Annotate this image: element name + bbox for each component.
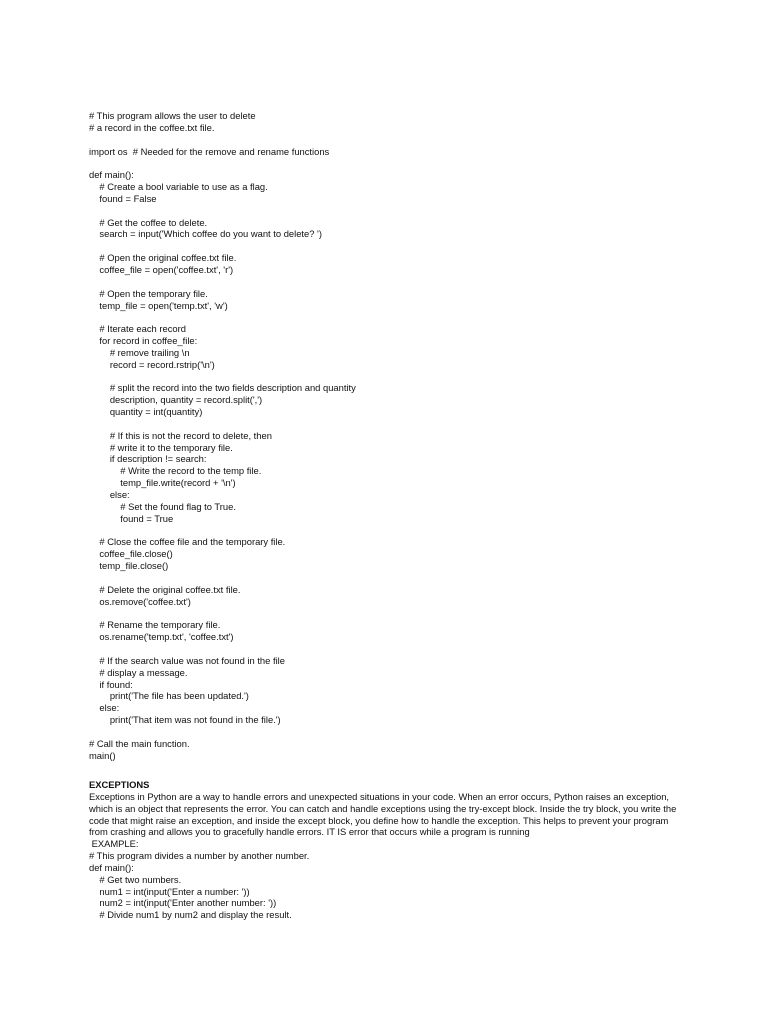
code-line bbox=[89, 525, 709, 537]
code-line: # write it to the temporary file. bbox=[89, 441, 233, 453]
code-line: # Iterate each record bbox=[89, 323, 186, 335]
code-line: if description != search: bbox=[89, 453, 207, 465]
code-line: # Open the temporary file. bbox=[89, 287, 208, 299]
example-code-line: # Divide num1 by num2 and display the result. bbox=[89, 909, 292, 921]
code-line: search = input('Which coffee do you want to delete? ') bbox=[89, 228, 322, 240]
code-line: description, quantity = record.split(',') bbox=[89, 394, 263, 406]
code-line: # Create a bool variable to use as a flag. bbox=[89, 181, 268, 193]
example-code-line: num2 = int(input('Enter another number: ')) bbox=[89, 897, 277, 909]
delete-record-program-code bbox=[89, 110, 709, 761]
example-code-line: num1 = int(input('Enter a number: ')) bbox=[89, 885, 250, 897]
code-line: found = True bbox=[89, 512, 174, 524]
code-line bbox=[89, 276, 709, 288]
code-line: # split the record into the two fields description and quantity bbox=[89, 382, 356, 394]
code-line bbox=[89, 643, 709, 655]
code-line: # remove trailing \n bbox=[89, 346, 190, 358]
example-code-line: def main(): bbox=[89, 861, 134, 873]
example-code-line: # This program divides a number by another number. bbox=[89, 850, 310, 862]
code-line: else: bbox=[89, 702, 120, 714]
code-line bbox=[89, 418, 709, 430]
code-line bbox=[89, 572, 709, 584]
code-line bbox=[89, 240, 709, 252]
code-line: coffee_file = open('coffee.txt', 'r') bbox=[89, 263, 234, 275]
code-line: coffee_file.close() bbox=[89, 548, 173, 560]
code-line bbox=[89, 371, 709, 383]
code-line: # If the search value was not found in the file bbox=[89, 654, 285, 666]
code-line: os.remove('coffee.txt') bbox=[89, 595, 191, 607]
code-line: main() bbox=[89, 749, 116, 761]
code-line: for record in coffee_file: bbox=[89, 335, 198, 347]
exceptions-paragraph: Exceptions in Python are a way to handle errors and unexpected situations in your code. When an error occurs, Python raises an exception, which is an object that represents the error. You can catch and handle exceptions using the try-except block. Inside the try block, you write the code that might raise an exception, and inside the except block, you define how to handle the exception. This helps to prevent your program from crashing and allows you to gracefully handle errors. IT IS error that occurs while a program is running bbox=[89, 790, 677, 838]
code-line: quantity = int(quantity) bbox=[89, 406, 203, 418]
code-line: # This program allows the user to delete bbox=[89, 110, 256, 121]
exceptions-heading: EXCEPTIONS bbox=[89, 779, 150, 790]
code-line: found = False bbox=[89, 192, 157, 204]
example-code-line: # Get two numbers. bbox=[89, 873, 182, 885]
code-line bbox=[89, 311, 709, 323]
code-line: print('That item was not found in the file.') bbox=[89, 714, 281, 726]
example-code bbox=[89, 838, 679, 921]
code-line: # Delete the original coffee.txt file. bbox=[89, 583, 241, 595]
code-line: # Get the coffee to delete. bbox=[89, 216, 208, 228]
code-line: # a record in the coffee.txt file. bbox=[89, 121, 215, 133]
code-line: # Rename the temporary file. bbox=[89, 619, 221, 631]
code-line: os.rename('temp.txt', 'coffee.txt') bbox=[89, 631, 234, 643]
code-line: if found: bbox=[89, 678, 133, 690]
example-code-line: EXAMPLE: bbox=[89, 838, 139, 850]
code-line: record = record.rstrip('\n') bbox=[89, 358, 215, 370]
code-line: temp_file.write(record + '\n') bbox=[89, 477, 236, 489]
code-line: def main(): bbox=[89, 169, 134, 181]
code-line bbox=[89, 607, 709, 619]
code-line: # Open the original coffee.txt file. bbox=[89, 252, 237, 264]
code-line: # Close the coffee file and the temporary file. bbox=[89, 536, 286, 548]
code-line bbox=[89, 726, 709, 738]
code-line: # If this is not the record to delete, then bbox=[89, 429, 272, 441]
exceptions-section bbox=[89, 779, 679, 921]
code-line: temp_file.close() bbox=[89, 560, 169, 572]
code-line: # Write the record to the temp file. bbox=[89, 465, 262, 477]
code-line bbox=[89, 157, 709, 169]
code-line: # display a message. bbox=[89, 666, 188, 678]
code-line bbox=[89, 205, 709, 217]
code-line: else: bbox=[89, 489, 130, 500]
code-line bbox=[89, 134, 709, 146]
code-line: # Call the main function. bbox=[89, 737, 190, 749]
code-line: # Set the found flag to True. bbox=[89, 500, 236, 512]
code-line: import os # Needed for the remove and rename functions bbox=[89, 145, 330, 157]
code-line: print('The file has been updated.') bbox=[89, 690, 249, 702]
code-line: temp_file = open('temp.txt', 'w') bbox=[89, 299, 228, 311]
